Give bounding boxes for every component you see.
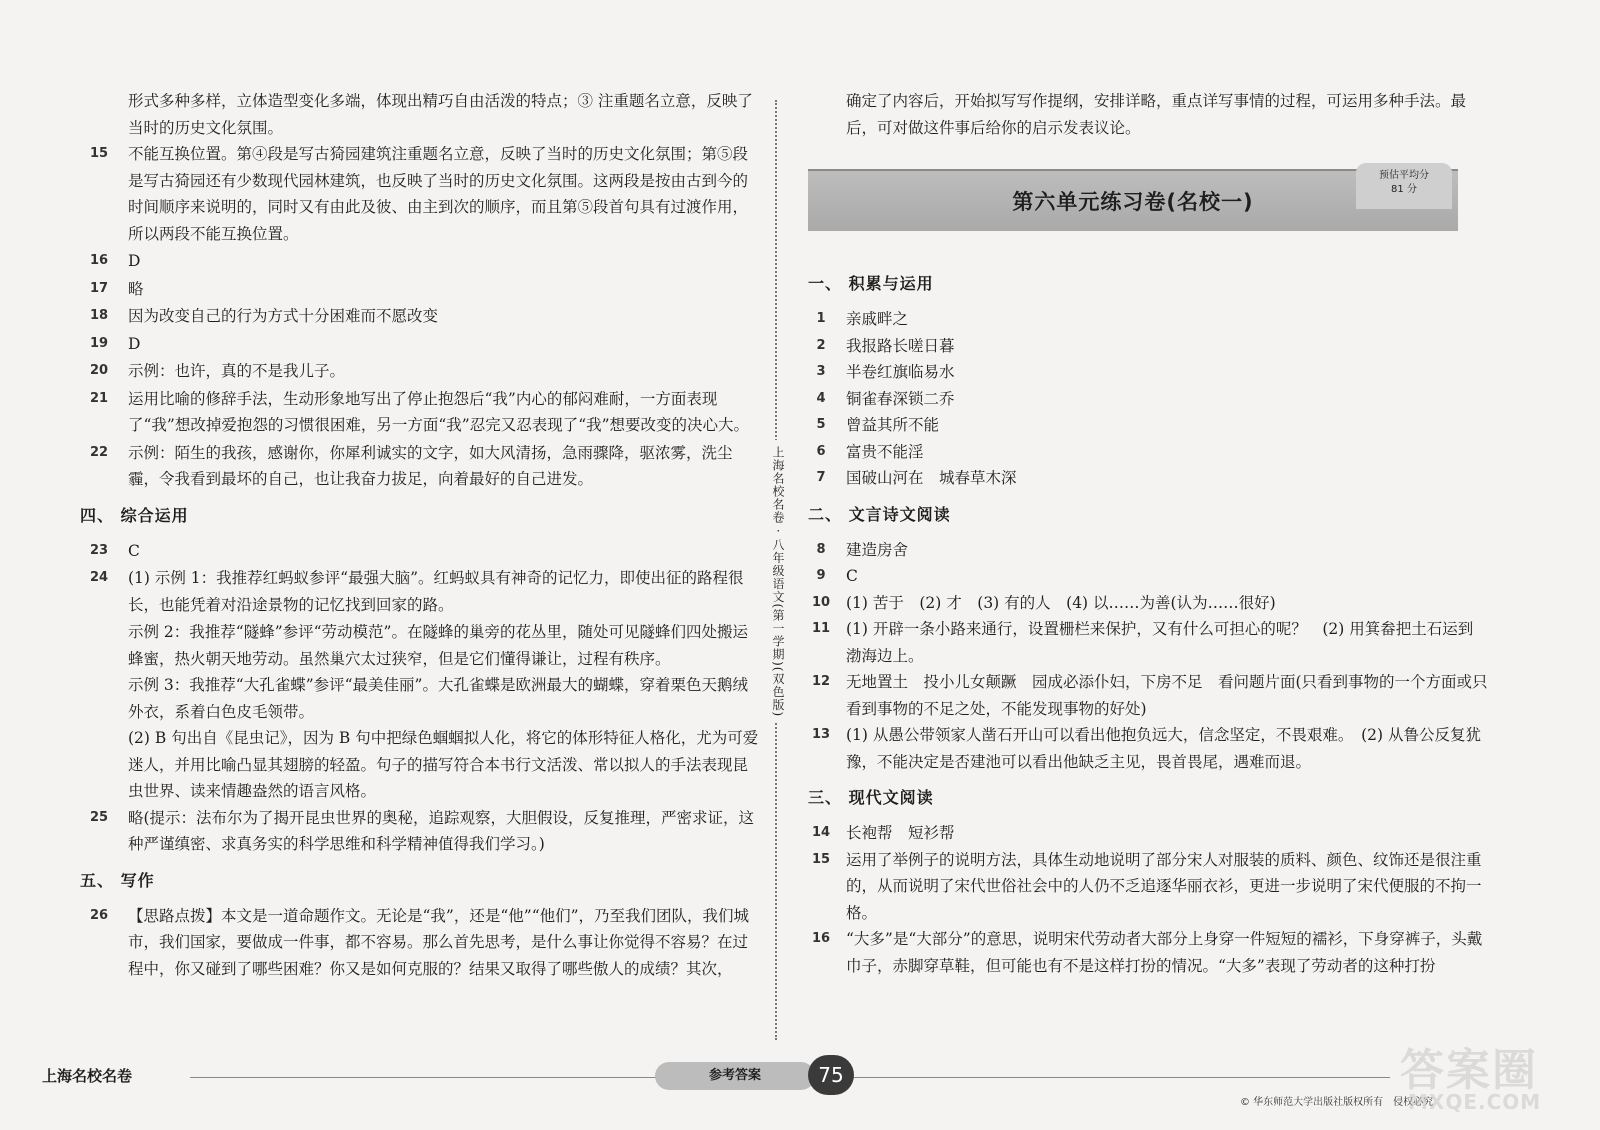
answer-item (80, 358, 760, 385)
item-number: 5 (816, 417, 826, 432)
section-title: 四、 综合运用 (80, 505, 189, 525)
item-number: 19 (90, 335, 109, 351)
banner-title: 第六单元练习卷(名校一) (1012, 190, 1254, 214)
item-number: 24 (90, 570, 109, 585)
answer-item (80, 386, 760, 439)
unit-banner (808, 169, 1458, 231)
publisher-note: © 华东师范大学出版社版权所有 侵权必究 (1240, 1097, 1434, 1108)
item-number: 3 (816, 364, 826, 379)
answer-text: 无地置土 投小儿女颠蹶 园成必添仆妇，下房不足 看问题片面(只看到事物的一个方面或只看到事物的不足之处，不能发现事物的好处) (846, 673, 1488, 718)
answer-text: 示例：陌生的我孩，感谢你，你犀利诚实的文字，如大风清扬，急雨骤降，驱浓雾，洗尘霾，令我看到最坏的自己，也让我奋力拔足，向着最好的自己进发。 (128, 443, 733, 488)
answer-text: 运用比喻的修辞手法，生动形象地写出了停止抱怨后“我”内心的郁闷难耐，一方面表现了“我”想改掉爱抱怨的习惯很困难，另一方面“我”忍完又忍表现了“我”想要改变的决心大。 (128, 389, 750, 434)
item-number: 1 (816, 311, 826, 326)
item-number: 25 (90, 809, 109, 825)
answer-text: D (128, 252, 141, 270)
intro-text: 确定了内容后，开始拟写写作提纲，安排详略，重点详写事情的过程，可运用多种手法。最后，可对做这件事后给你的启示发表议论。 (846, 92, 1467, 137)
score-label: 预估平均分 (1379, 170, 1429, 181)
item-number: 14 (811, 825, 831, 840)
answer-text: 富贵不能淫 (846, 442, 924, 461)
answer-item (808, 306, 1488, 333)
item-number: 4 (816, 390, 826, 406)
answer-item (808, 537, 1488, 564)
item-number: 22 (90, 444, 109, 460)
item-number: 23 (90, 542, 109, 558)
item-number: 13 (811, 727, 831, 742)
answer-text: D (128, 334, 141, 353)
item-number: 9 (816, 568, 826, 583)
answer-text: (1) 从愚公带领家人凿石开山可以看出他抱负远大，信念坚定，不畏艰难。 (2) 从鲁公反复犹豫，不能决定是否建池可以看出他缺乏主见，畏首畏尾，遇难而退。 (846, 726, 1482, 771)
item-number: 15 (90, 146, 109, 161)
answer-item (808, 926, 1488, 979)
answer-item (808, 820, 1488, 847)
answer-text: 亲戚畔之 (846, 310, 909, 328)
answer-item (80, 141, 760, 247)
watermark-logo (1400, 1030, 1570, 1122)
answer-item (80, 565, 760, 618)
answer-item (808, 359, 1488, 386)
answer-item (808, 590, 1488, 617)
answer-item (80, 276, 760, 303)
section-title: 三、 现代文阅读 (808, 788, 934, 807)
answer-text: 曾益其所不能 (846, 416, 940, 434)
footer-brand: 上海名校名卷 (42, 1067, 133, 1085)
watermark-text: 答案圈 (1400, 1045, 1538, 1096)
answer-item (80, 331, 760, 358)
item-number: 17 (90, 280, 109, 296)
left-column (80, 88, 760, 983)
answer-text: 示例：也许，真的不是我儿子。 (128, 362, 346, 380)
item-number: 16 (90, 253, 109, 268)
item-number: 8 (816, 541, 826, 557)
answer-item (808, 465, 1488, 492)
answer-text: 略 (128, 279, 144, 298)
answer-item (808, 563, 1488, 590)
score-value: 81 分 (1391, 184, 1417, 195)
item-number: 12 (811, 674, 831, 689)
item-number: 2 (816, 337, 826, 353)
answer-item (808, 439, 1488, 466)
answer-text: 因为改变自己的行为方式十分困难而不愿改变 (128, 307, 439, 325)
answer-text: C (846, 567, 858, 585)
answer-text: 铜雀春深锁二乔 (846, 389, 955, 408)
answer-text: 【思路点拨】本文是一道命题作文。无论是“我”，还是“他”“他们”，乃至我们团队，我们城市，我们国家，要做成一件事，都不容易。那么首先思考，是什么事让你觉得不容易？在过程中，你又碰到了哪些困难？你又是如何克服的？结果又取得了哪些傲人的成绩？其次， (128, 906, 750, 978)
intro-line-1: 形式多种多样，立体造型变化多端，体现出精巧自由活泼的特点；③ 注重题名立意，反映了 (128, 92, 753, 110)
item-number: 6 (816, 443, 826, 459)
answer-item (808, 722, 1488, 775)
right-column (808, 88, 1488, 979)
item-number: 11 (811, 621, 831, 636)
answer-item (808, 333, 1488, 360)
score-box (1356, 163, 1452, 209)
item-number: 21 (90, 390, 109, 406)
answer-item (808, 616, 1488, 669)
answer-item (80, 903, 760, 983)
answer-text: 不能互换位置。第④段是写古猗园建筑注重题名立意，反映了当时的历史文化氛围；第⑤段是写古猗园还有少数现代园林建筑，也反映了当时的历史文化氛围。这两段是按由古到今的时间顺序来说明的，同时又有由此及彼、由主到次的顺序，而且第⑤段首句具有过渡作用，所以两段不能互换位置。 (128, 145, 749, 243)
answer-text: 我报路长嗟日暮 (846, 336, 955, 355)
intro-line-2: 当时的历史文化氛围。 (128, 118, 284, 137)
spine-text: 上海名校名卷 · 八年级语文(第一学期)(双色版) (765, 440, 787, 723)
answer-item (80, 440, 760, 493)
answer-item (808, 386, 1488, 413)
answer-text: C (128, 541, 140, 560)
answer-text: 运用了举例子的说明方法，具体生动地说明了部分宋人对服装的质料、颜色、纹饰还是很注重的，从而说明了宋代世俗社会中的人仍不乏追逐华丽衣衫，更进一步说明了宋代便服的不拘一格。 (846, 850, 1482, 922)
answer-text: 示例 2：我推荐“隧蜂”参评“劳动模范”。在隧蜂的巢旁的花丛里，随处可见隧蜂们四处搬运蜂蜜，热火朝天地劳动。虽然巢穴太过狭窄，但是它们懂得谦让，过程有秩序。 (128, 623, 748, 668)
watermark-url: MXQE.COM (1408, 1090, 1542, 1114)
item-number: 20 (90, 363, 109, 378)
answer-text: 国破山河在 城春草木深 (846, 469, 1017, 487)
answer-item (80, 248, 760, 275)
answer-item (80, 538, 760, 565)
section-title: 一、 积累与运用 (808, 274, 934, 293)
page-number: 75 (808, 1055, 854, 1095)
item-number: 18 (90, 308, 109, 323)
answer-item (808, 847, 1488, 927)
answer-item (80, 805, 760, 858)
item-number: 26 (90, 907, 109, 923)
answer-text: 略(提示：法布尔为了揭开昆虫世界的奥秘，追踪观察，大胆假设，反复推理，严密求证，这种严谨缜密、求真务实的科学思维和科学精神值得我们学习。) (128, 808, 755, 853)
answer-item (80, 303, 760, 330)
footer-tab: 参考答案 (655, 1062, 815, 1090)
item-number: 16 (811, 931, 831, 946)
item-number: 7 (816, 470, 826, 485)
answer-text: 长袍帮 短衫帮 (846, 824, 955, 842)
answer-text: 建造房舍 (846, 540, 909, 559)
answer-text: 半卷红旗临易水 (846, 363, 955, 381)
item-number: 15 (811, 851, 831, 867)
answer-text: (2) B 句出自《昆虫记》，因为 B 句中把绿色蝈蝈拟人化，将它的体形特征人格化，尤为可爱迷人，并用比喻凸显其翅膀的轻盈。句子的描写符合本书行文活泼、常以拟人的手法表现昆虫世界、读来情趣盎然的语言风格。 (128, 729, 759, 800)
section-title: 二、 文言诗文阅读 (808, 504, 951, 524)
answer-item (808, 669, 1488, 722)
section-title: 五、 写作 (80, 870, 155, 890)
answer-text: “大多”是“大部分”的意思，说明宋代劳动者大部分上身穿一件短短的襦衫，下身穿裤子，头戴巾子，赤脚穿草鞋，但可能也有不是这样打扮的情况。“大多”表现了劳动者的这种打扮 (846, 930, 1483, 975)
answer-text: 示例 3：我推荐“大孔雀蝶”参评“最美佳丽”。大孔雀蝶是欧洲最大的蝴蝶，穿着栗色天鹅绒外衣，系着白色皮毛领带。 (128, 676, 748, 721)
answer-text: (1) 开辟一条小路来通行，设置栅栏来保护，又有什么可担心的呢？ (2) 用箕畚把土石运到渤海边上。 (846, 620, 1474, 665)
item-number: 10 (811, 594, 831, 610)
answer-item (808, 412, 1488, 439)
answer-text: (1) 示例 1：我推荐红蚂蚁参评“最强大脑”。红蚂蚁具有神奇的记忆力，即使出征的路程很长，也能凭着对沿途景物的记忆找到回家的路。 (128, 569, 744, 614)
answer-text: (1) 苦于 (2) 才 (3) 有的人 (4) 以……为善(认为……很好) (846, 593, 1276, 612)
